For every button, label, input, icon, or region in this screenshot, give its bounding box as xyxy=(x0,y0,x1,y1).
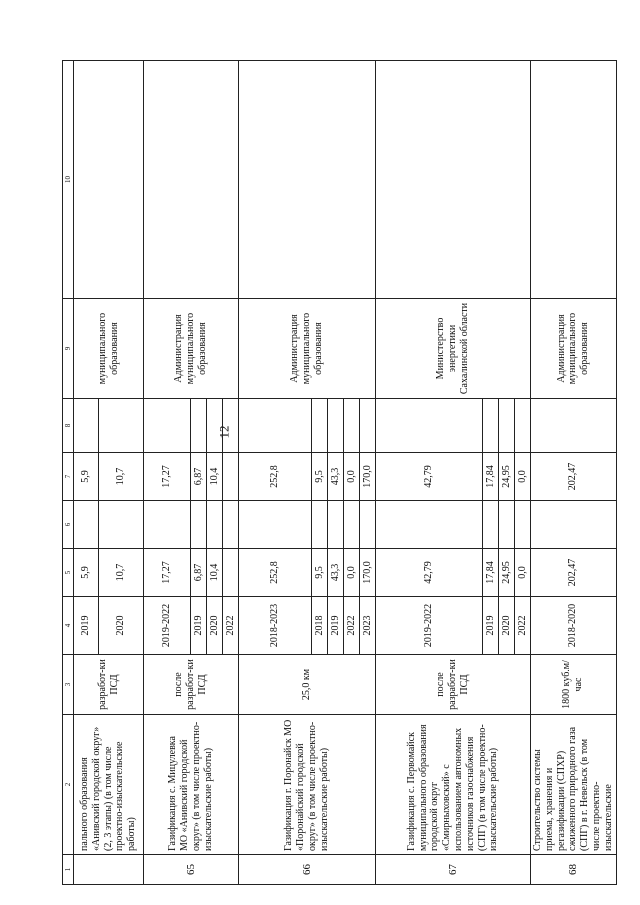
period: 2018-2023 xyxy=(239,597,312,655)
object-name: Газификация с. Мицулевка МО «Анивский городской округ» (в том числе проектно-изыскательские работы) xyxy=(144,715,239,855)
amount-local xyxy=(99,399,144,453)
year: 2019 xyxy=(328,597,344,655)
note xyxy=(239,61,376,299)
amount-local xyxy=(239,399,312,453)
amount-federal xyxy=(328,501,344,549)
amount-regional: 17,27 xyxy=(144,453,191,501)
table-row xyxy=(376,61,483,885)
amount-regional: 17,84 xyxy=(483,453,499,501)
period: 2019-2022 xyxy=(144,597,191,655)
year: 2019 xyxy=(74,597,99,655)
amount-regional: 170,0 xyxy=(360,453,376,501)
capacity: 25,0 км xyxy=(239,655,376,715)
year: 2023 xyxy=(360,597,376,655)
table-row xyxy=(239,61,312,885)
amount-local xyxy=(483,399,499,453)
capacity: после разработ-ки ПСД xyxy=(376,655,531,715)
row-number: 68 xyxy=(531,855,617,885)
amount-regional: 43,3 xyxy=(328,453,344,501)
col-num-1: 1 xyxy=(63,855,74,885)
amount-total: 17,84 xyxy=(483,549,499,597)
table-row xyxy=(74,61,99,885)
row-number: 67 xyxy=(376,855,531,885)
table-row xyxy=(531,61,617,885)
amount-local xyxy=(344,399,360,453)
amount-total: 17,27 xyxy=(144,549,191,597)
amount-local xyxy=(360,399,376,453)
amount-local xyxy=(499,399,515,453)
table-row xyxy=(144,61,191,885)
amount-regional: 42,79 xyxy=(376,453,483,501)
year: 2018 xyxy=(312,597,328,655)
capacity: разработ-ки ПСД xyxy=(74,655,144,715)
amount-total: 10,4 xyxy=(207,549,223,597)
row-number: 65 xyxy=(144,855,239,885)
executor: муниципального образования xyxy=(74,299,144,399)
amount-regional: 202,47 xyxy=(531,453,617,501)
object-name: пального образования «Анивский городской округ» (2, 3 этапы) (в том числе проектно-изыскательские работы) xyxy=(74,715,144,855)
col-num-7: 7 xyxy=(63,453,74,501)
period: 2018-2020 xyxy=(531,597,617,655)
amount-regional: 24,95 xyxy=(499,453,515,501)
note xyxy=(376,61,531,299)
amount-total: 0,0 xyxy=(344,549,360,597)
amount-local xyxy=(531,399,617,453)
amount-total: 170,0 xyxy=(360,549,376,597)
amount-federal xyxy=(483,501,499,549)
page-number: 12 xyxy=(216,425,232,439)
amount-local xyxy=(312,399,328,453)
year: 2020 xyxy=(207,597,223,655)
note xyxy=(531,61,617,299)
amount-local xyxy=(74,399,99,453)
executor: Администрация муниципального образования xyxy=(239,299,376,399)
amount-federal xyxy=(515,501,531,549)
amount-local xyxy=(515,399,531,453)
capacity: после разработ-ки ПСД xyxy=(144,655,239,715)
year: 2020 xyxy=(499,597,515,655)
amount-total: 24,95 xyxy=(499,549,515,597)
year: 2022 xyxy=(223,597,239,655)
amount-regional: 10,4 xyxy=(207,453,223,501)
executor: Администрация муниципального образования xyxy=(531,299,617,399)
col-num-3: 3 xyxy=(63,655,74,715)
col-num-10: 10 xyxy=(63,61,74,299)
col-num-2: 2 xyxy=(63,715,74,855)
amount-federal xyxy=(312,501,328,549)
amount-total: 43,3 xyxy=(328,549,344,597)
col-num-6: 6 xyxy=(63,501,74,549)
amount-regional xyxy=(223,453,239,501)
amount-federal xyxy=(207,501,223,549)
amount-total: 9,5 xyxy=(312,549,328,597)
period: 2019-2022 xyxy=(376,597,483,655)
object-name: Газификация с. Первомайск муниципального образования городской округ «Смирныховский» с использованием автономных источников газоснабжения (СПГ) (в том числе проектно-изыскательские работы) xyxy=(376,715,531,855)
amount-regional: 5,9 xyxy=(74,453,99,501)
program-table xyxy=(62,60,617,885)
col-num-5: 5 xyxy=(63,549,74,597)
col-num-8: 8 xyxy=(63,399,74,453)
amount-total: 5,9 xyxy=(74,549,99,597)
amount-federal xyxy=(99,501,144,549)
year: 2022 xyxy=(344,597,360,655)
amount-federal xyxy=(191,501,207,549)
amount-total: 42,79 xyxy=(376,549,483,597)
amount-regional: 6,87 xyxy=(191,453,207,501)
amount-regional: 9,5 xyxy=(312,453,328,501)
amount-local xyxy=(376,399,483,453)
year: 2019 xyxy=(191,597,207,655)
amount-total xyxy=(223,549,239,597)
amount-federal xyxy=(376,501,483,549)
amount-local xyxy=(191,399,207,453)
amount-regional: 252,8 xyxy=(239,453,312,501)
object-name: Строительство системы приема, хранения и регазификации (СПХР) сжиженного природного газа (СПГ) в г. Невельск (в том числе проектно-изыскательские xyxy=(531,715,617,855)
amount-federal xyxy=(360,501,376,549)
column-numbers-row xyxy=(63,61,74,885)
amount-local xyxy=(328,399,344,453)
amount-federal xyxy=(74,501,99,549)
note xyxy=(144,61,239,299)
amount-federal xyxy=(499,501,515,549)
row-number xyxy=(74,855,144,885)
amount-regional: 0,0 xyxy=(344,453,360,501)
executor: Министерство энергетики Сахалинской области xyxy=(376,299,531,399)
amount-federal xyxy=(239,501,312,549)
amount-total: 6,87 xyxy=(191,549,207,597)
amount-regional: 0,0 xyxy=(515,453,531,501)
year: 2019 xyxy=(483,597,499,655)
note xyxy=(74,61,144,299)
amount-local xyxy=(223,399,239,453)
amount-total: 10,7 xyxy=(99,549,144,597)
executor: Администрация муниципального образования xyxy=(144,299,239,399)
col-num-9: 9 xyxy=(63,299,74,399)
amount-total: 202,47 xyxy=(531,549,617,597)
amount-total: 252,8 xyxy=(239,549,312,597)
amount-local xyxy=(144,399,191,453)
amount-federal xyxy=(223,501,239,549)
amount-total: 0,0 xyxy=(515,549,531,597)
amount-federal xyxy=(531,501,617,549)
amount-local xyxy=(207,399,223,453)
object-name: Газификация г. Поронайск МО «Поронайский городской округ» (в том числе проектно-изыскательские работы) xyxy=(239,715,376,855)
row-number: 66 xyxy=(239,855,376,885)
amount-federal xyxy=(144,501,191,549)
year: 2020 xyxy=(99,597,144,655)
year: 2022 xyxy=(515,597,531,655)
col-num-4: 4 xyxy=(63,597,74,655)
amount-federal xyxy=(344,501,360,549)
amount-regional: 10,7 xyxy=(99,453,144,501)
capacity: 1800 куб.м/час xyxy=(531,655,617,715)
